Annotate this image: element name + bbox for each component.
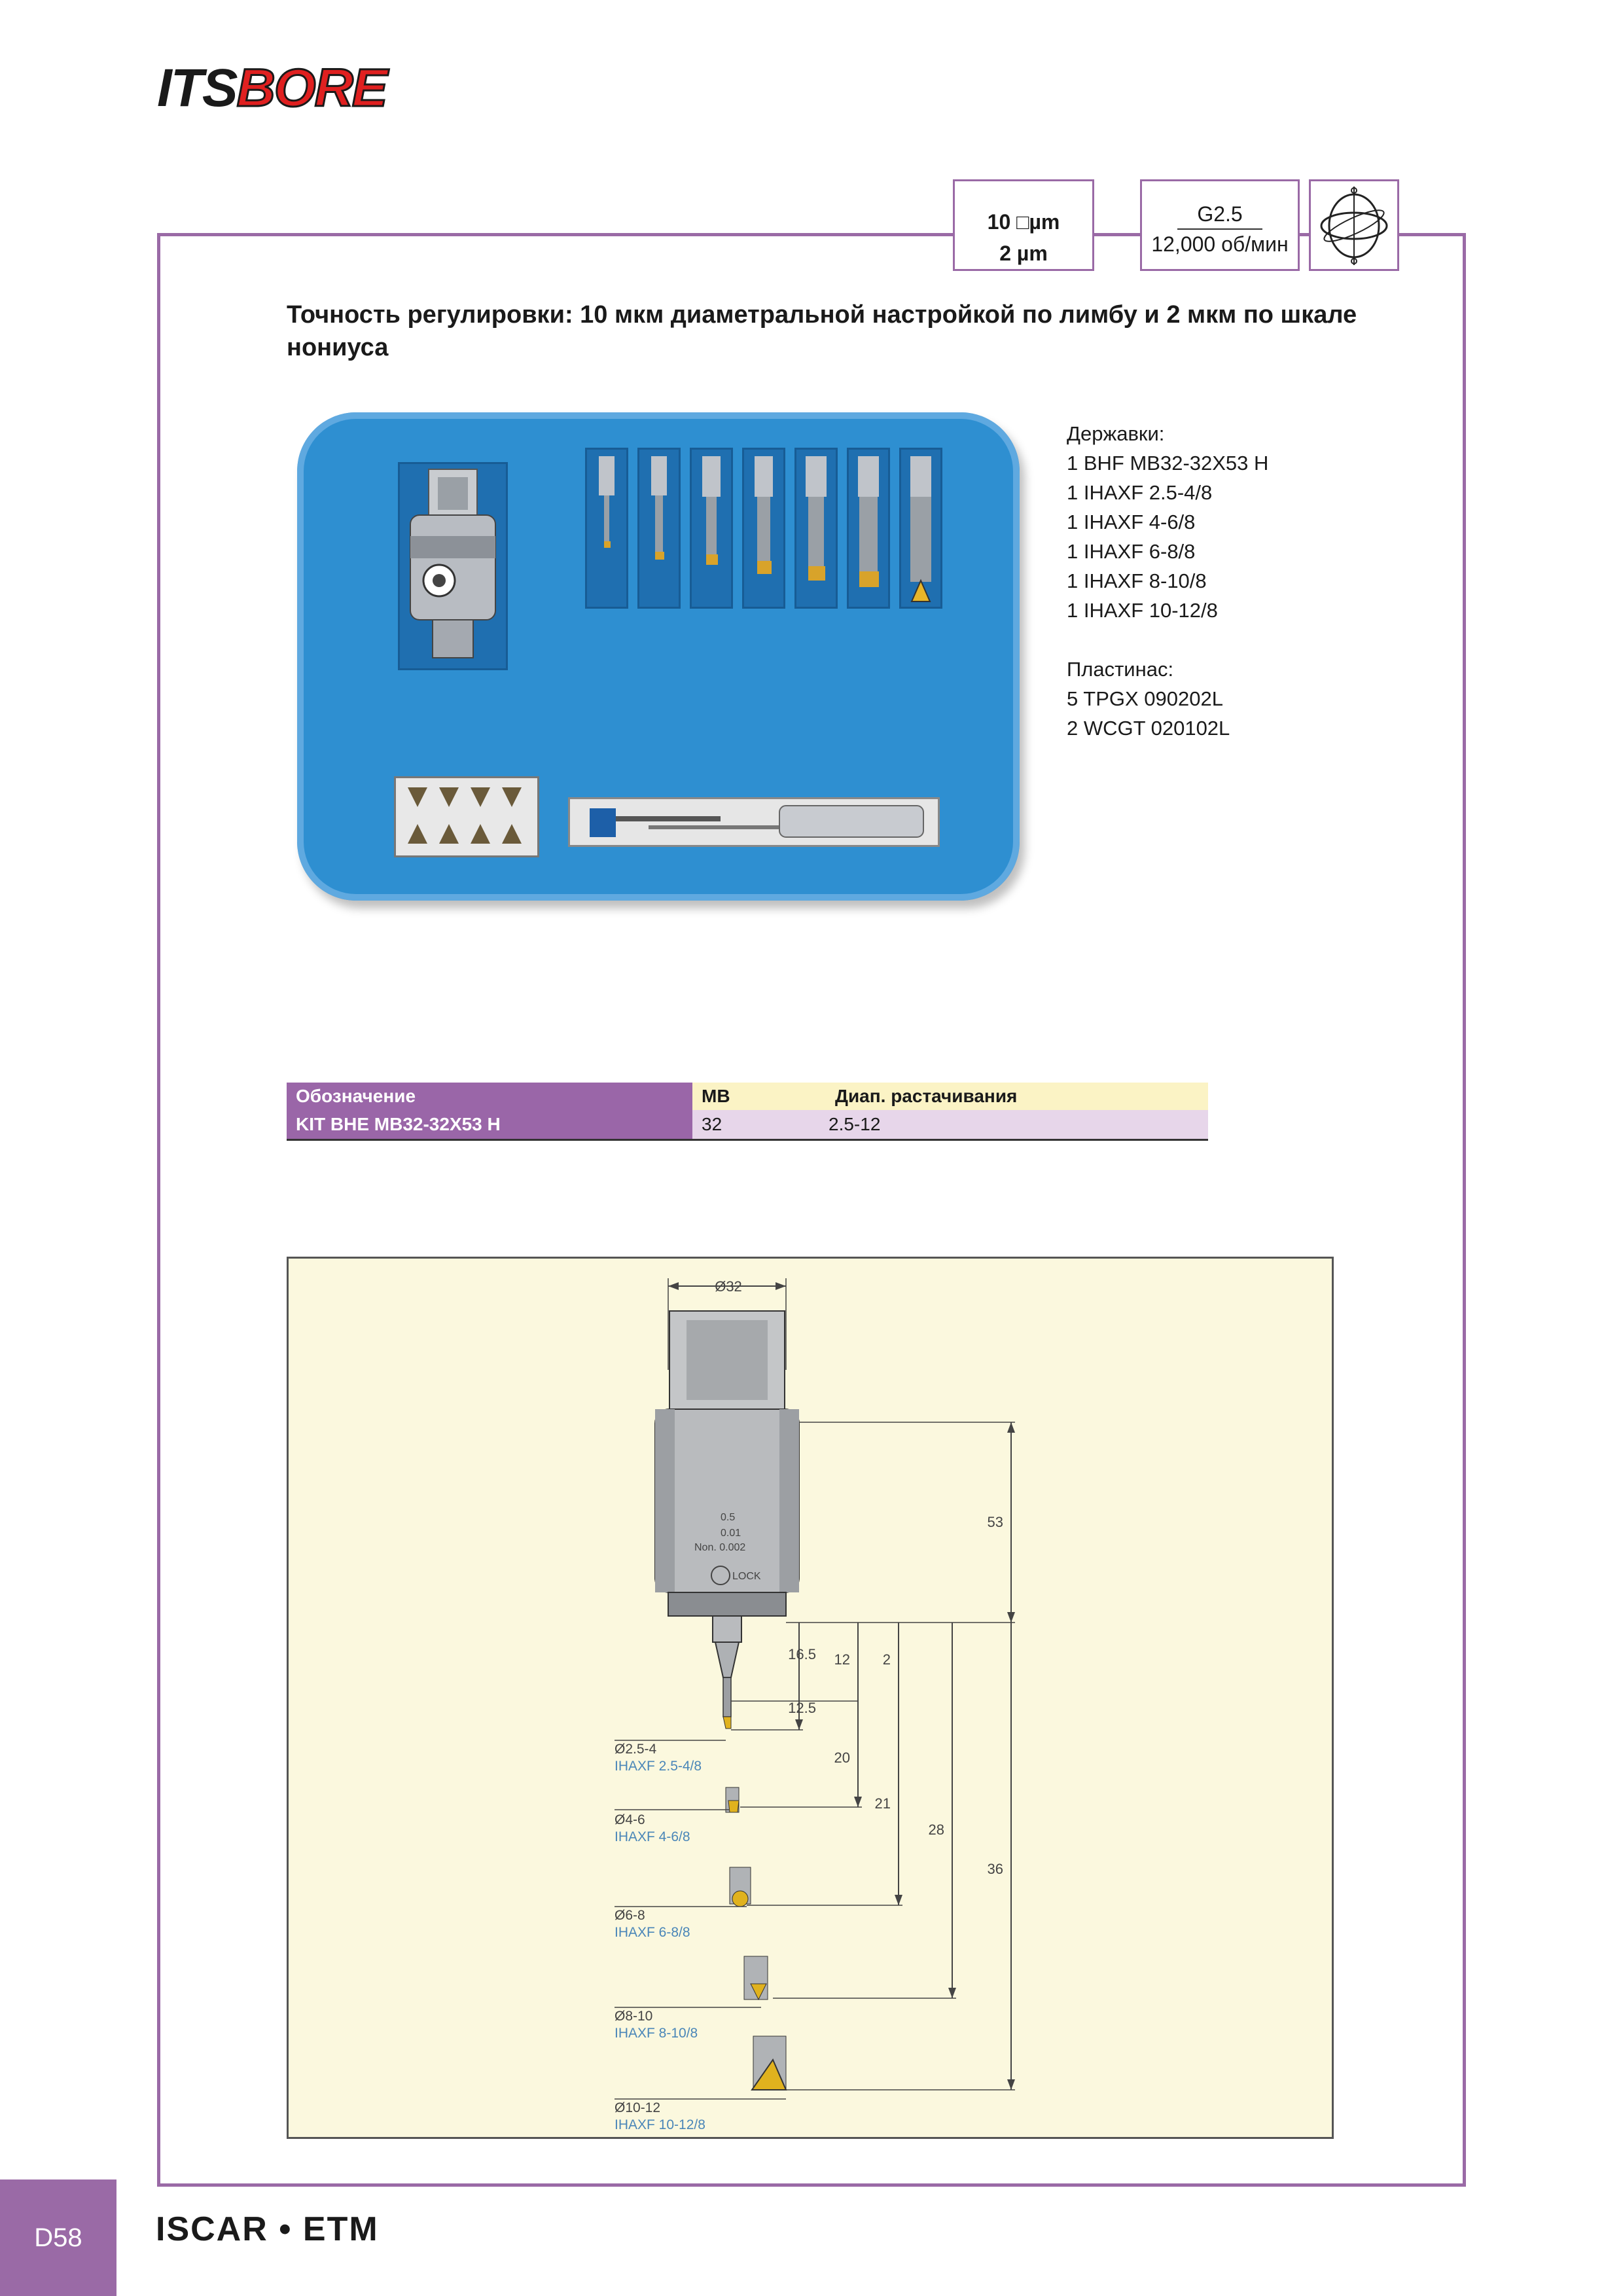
- wrench-tray: [568, 797, 940, 847]
- itsbore-logo: ITSBORE: [157, 58, 387, 118]
- brand-footer: ISCAR • ETM: [156, 2210, 379, 2248]
- dim-16-5: 16.5: [788, 1646, 816, 1662]
- holder-item: 1 IHAXF 4-6/8: [1067, 511, 1196, 533]
- tool-slot-5: [794, 448, 838, 609]
- holder-item: 1 BHF MB32-32X53 H: [1067, 452, 1269, 475]
- header-mb: MB: [702, 1086, 730, 1106]
- header-designation: Обозначение: [287, 1083, 692, 1110]
- tool-slot-2: [637, 448, 681, 609]
- lock-label: LOCK: [732, 1571, 761, 1582]
- tool-slot-7: [899, 448, 942, 609]
- spec-table: [287, 1083, 1208, 1141]
- tool-4-name: IHAXF 8-10/8: [615, 2026, 698, 2041]
- insert-item: 2 WCGT 020102L: [1067, 717, 1230, 740]
- dim-20: 20: [834, 1749, 850, 1766]
- dim-2: 2: [882, 1651, 891, 1668]
- kit-contents: [1067, 419, 1268, 743]
- balance-speed-box: [1140, 179, 1300, 271]
- accuracy-box: [953, 179, 1094, 271]
- scale-0-01: 0.01: [721, 1528, 741, 1539]
- scale-nonius: Non. 0.002: [694, 1542, 746, 1553]
- tool-2-diameter: Ø4-6: [615, 1812, 645, 1827]
- tool-slot-3: [690, 448, 733, 609]
- max-speed: 12,000 об/мин: [1151, 232, 1289, 256]
- dim-12-5: 12.5: [788, 1700, 816, 1716]
- dim-28: 28: [928, 1821, 944, 1838]
- dim-12: 12: [834, 1651, 850, 1668]
- dim-36: 36: [987, 1861, 1003, 1877]
- page-number: D58: [0, 2179, 116, 2296]
- scale-0-5: 0.5: [721, 1512, 736, 1523]
- table-row: [287, 1110, 1208, 1141]
- tool-1-diameter: Ø2.5-4: [615, 1742, 657, 1757]
- holder-item: 1 IHAXF 2.5-4/8: [1067, 481, 1213, 504]
- dim-21: 21: [874, 1795, 891, 1812]
- balance-grade: G2.5: [1177, 200, 1262, 230]
- insert-item: 5 TPGX 090202L: [1067, 687, 1223, 710]
- accuracy-line-1: 10 □µm: [987, 210, 1060, 234]
- holder-item: 1 IHAXF 8-10/8: [1067, 569, 1207, 592]
- tool-4-diameter: Ø8-10: [615, 2009, 653, 2024]
- tool-slot-1: [585, 448, 628, 609]
- tool-1-name: IHAXF 2.5-4/8: [615, 1759, 702, 1774]
- tool-3-name: IHAXF 6-8/8: [615, 1925, 690, 1940]
- tool-slot-4: [742, 448, 785, 609]
- holder-item: 1 IHAXF 10-12/8: [1067, 599, 1218, 622]
- table-header: [287, 1083, 1208, 1110]
- insert-box: [394, 776, 539, 857]
- technical-drawing: [287, 1257, 1334, 2139]
- tool-3-diameter: Ø6-8: [615, 1908, 645, 1923]
- tool-2-name: IHAXF 4-6/8: [615, 1829, 690, 1844]
- tool-5-name: IHAXF 10-12/8: [615, 2117, 705, 2132]
- cell-mb: 32: [702, 1114, 722, 1134]
- holders-title: Державки:: [1067, 422, 1165, 445]
- tool-5-diameter: Ø10-12: [615, 2100, 661, 2115]
- dim-53: 53: [987, 1514, 1003, 1530]
- holder-item: 1 IHAXF 6-8/8: [1067, 540, 1196, 563]
- cell-range: 2.5-12: [829, 1114, 881, 1134]
- headline: Точность регулировки: 10 мкм диаметральной настройкой по лимбу и 2 мкм по шкале нониуса: [287, 301, 1357, 361]
- dim-top-diameter: Ø32: [715, 1278, 742, 1295]
- boring-head-slot: [398, 462, 508, 670]
- header-range: Диап. растачивания: [835, 1086, 1018, 1106]
- balance-gyro-icon: [1309, 179, 1399, 271]
- accuracy-line-2: 2 µm: [999, 242, 1048, 265]
- tool-slot-6: [847, 448, 890, 609]
- cell-designation: KIT BHE MB32-32X53 H: [287, 1110, 692, 1139]
- inserts-title: Пластинас:: [1067, 658, 1174, 681]
- kit-photo: [297, 412, 1020, 901]
